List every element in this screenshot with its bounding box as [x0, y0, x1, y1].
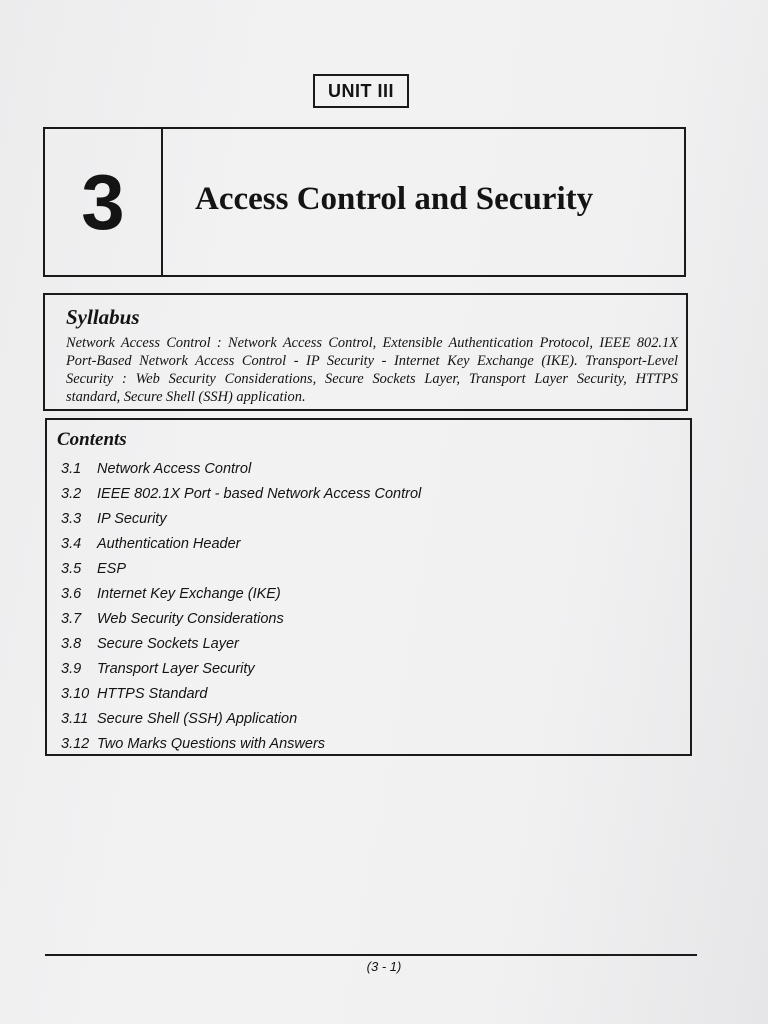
contents-item[interactable] — [61, 506, 421, 531]
contents-item-label: HTTPS Standard — [97, 685, 208, 702]
contents-item-number: 3.11 — [61, 710, 89, 727]
footer-divider — [45, 954, 697, 956]
contents-item[interactable] — [61, 481, 421, 506]
contents-item-number: 3.5 — [61, 560, 82, 577]
contents-item-number: 3.9 — [61, 660, 82, 677]
chapter-title: Access Control and Security — [195, 181, 594, 217]
contents-list — [61, 456, 421, 756]
unit-label-box — [313, 74, 409, 108]
syllabus-box — [43, 293, 688, 411]
contents-item-number: 3.3 — [61, 510, 82, 527]
contents-item-number: 3.6 — [61, 585, 82, 602]
contents-item-label: Authentication Header — [97, 535, 241, 552]
contents-item-label: Transport Layer Security — [97, 660, 255, 677]
contents-item-label: IP Security — [97, 510, 167, 527]
contents-item-label: Two Marks Questions with Answers — [97, 735, 326, 752]
contents-item[interactable] — [61, 531, 421, 556]
contents-item[interactable] — [61, 581, 421, 606]
contents-item-label: Web Security Considerations — [97, 610, 284, 627]
contents-item[interactable] — [61, 706, 421, 731]
contents-item-number: 3.4 — [61, 535, 82, 552]
chapter-number: 3 — [81, 158, 125, 246]
contents-item[interactable] — [61, 681, 421, 706]
unit-label: UNIT III — [328, 80, 394, 101]
contents-item-number: 3.8 — [61, 635, 82, 652]
contents-item-label: ESP — [97, 560, 127, 577]
page-number: (3 - 1) — [366, 959, 402, 974]
contents-item[interactable] — [61, 456, 421, 481]
contents-item[interactable] — [61, 556, 421, 581]
contents-item-label: Internet Key Exchange (IKE) — [97, 585, 281, 602]
contents-item[interactable] — [61, 731, 421, 756]
contents-item-label: Secure Shell (SSH) Application — [97, 710, 298, 727]
contents-item-label: Secure Sockets Layer — [97, 635, 239, 652]
chapter-number-cell — [45, 129, 163, 275]
contents-item-number: 3.1 — [61, 460, 82, 477]
contents-item-number: 3.7 — [61, 610, 82, 627]
syllabus-heading: Syllabus — [66, 305, 140, 329]
contents-item[interactable] — [61, 606, 421, 631]
contents-heading: Contents — [57, 429, 127, 450]
contents-item-number: 3.2 — [61, 485, 82, 502]
contents-item-number: 3.12 — [61, 735, 90, 752]
contents-item[interactable] — [61, 656, 421, 681]
contents-box — [45, 418, 692, 756]
contents-item-label: IEEE 802.1X Port - based Network Access Control — [97, 485, 422, 502]
contents-item-number: 3.10 — [61, 685, 90, 702]
contents-item-label: Network Access Control — [97, 460, 252, 477]
chapter-header — [43, 127, 686, 277]
contents-item[interactable] — [61, 631, 421, 656]
syllabus-text: Network Access Control : Network Access Control, Extensible Authentication Protocol, IEEE 802.1X Port-Based Network Access Control - IP Security - Internet Key Exchange (IKE). Transport-Level Security : Web Security Considerations, Secure Sockets Layer, Transport Layer Security, HTTPS standard, Secure Shell (SSH) application. — [66, 335, 678, 405]
